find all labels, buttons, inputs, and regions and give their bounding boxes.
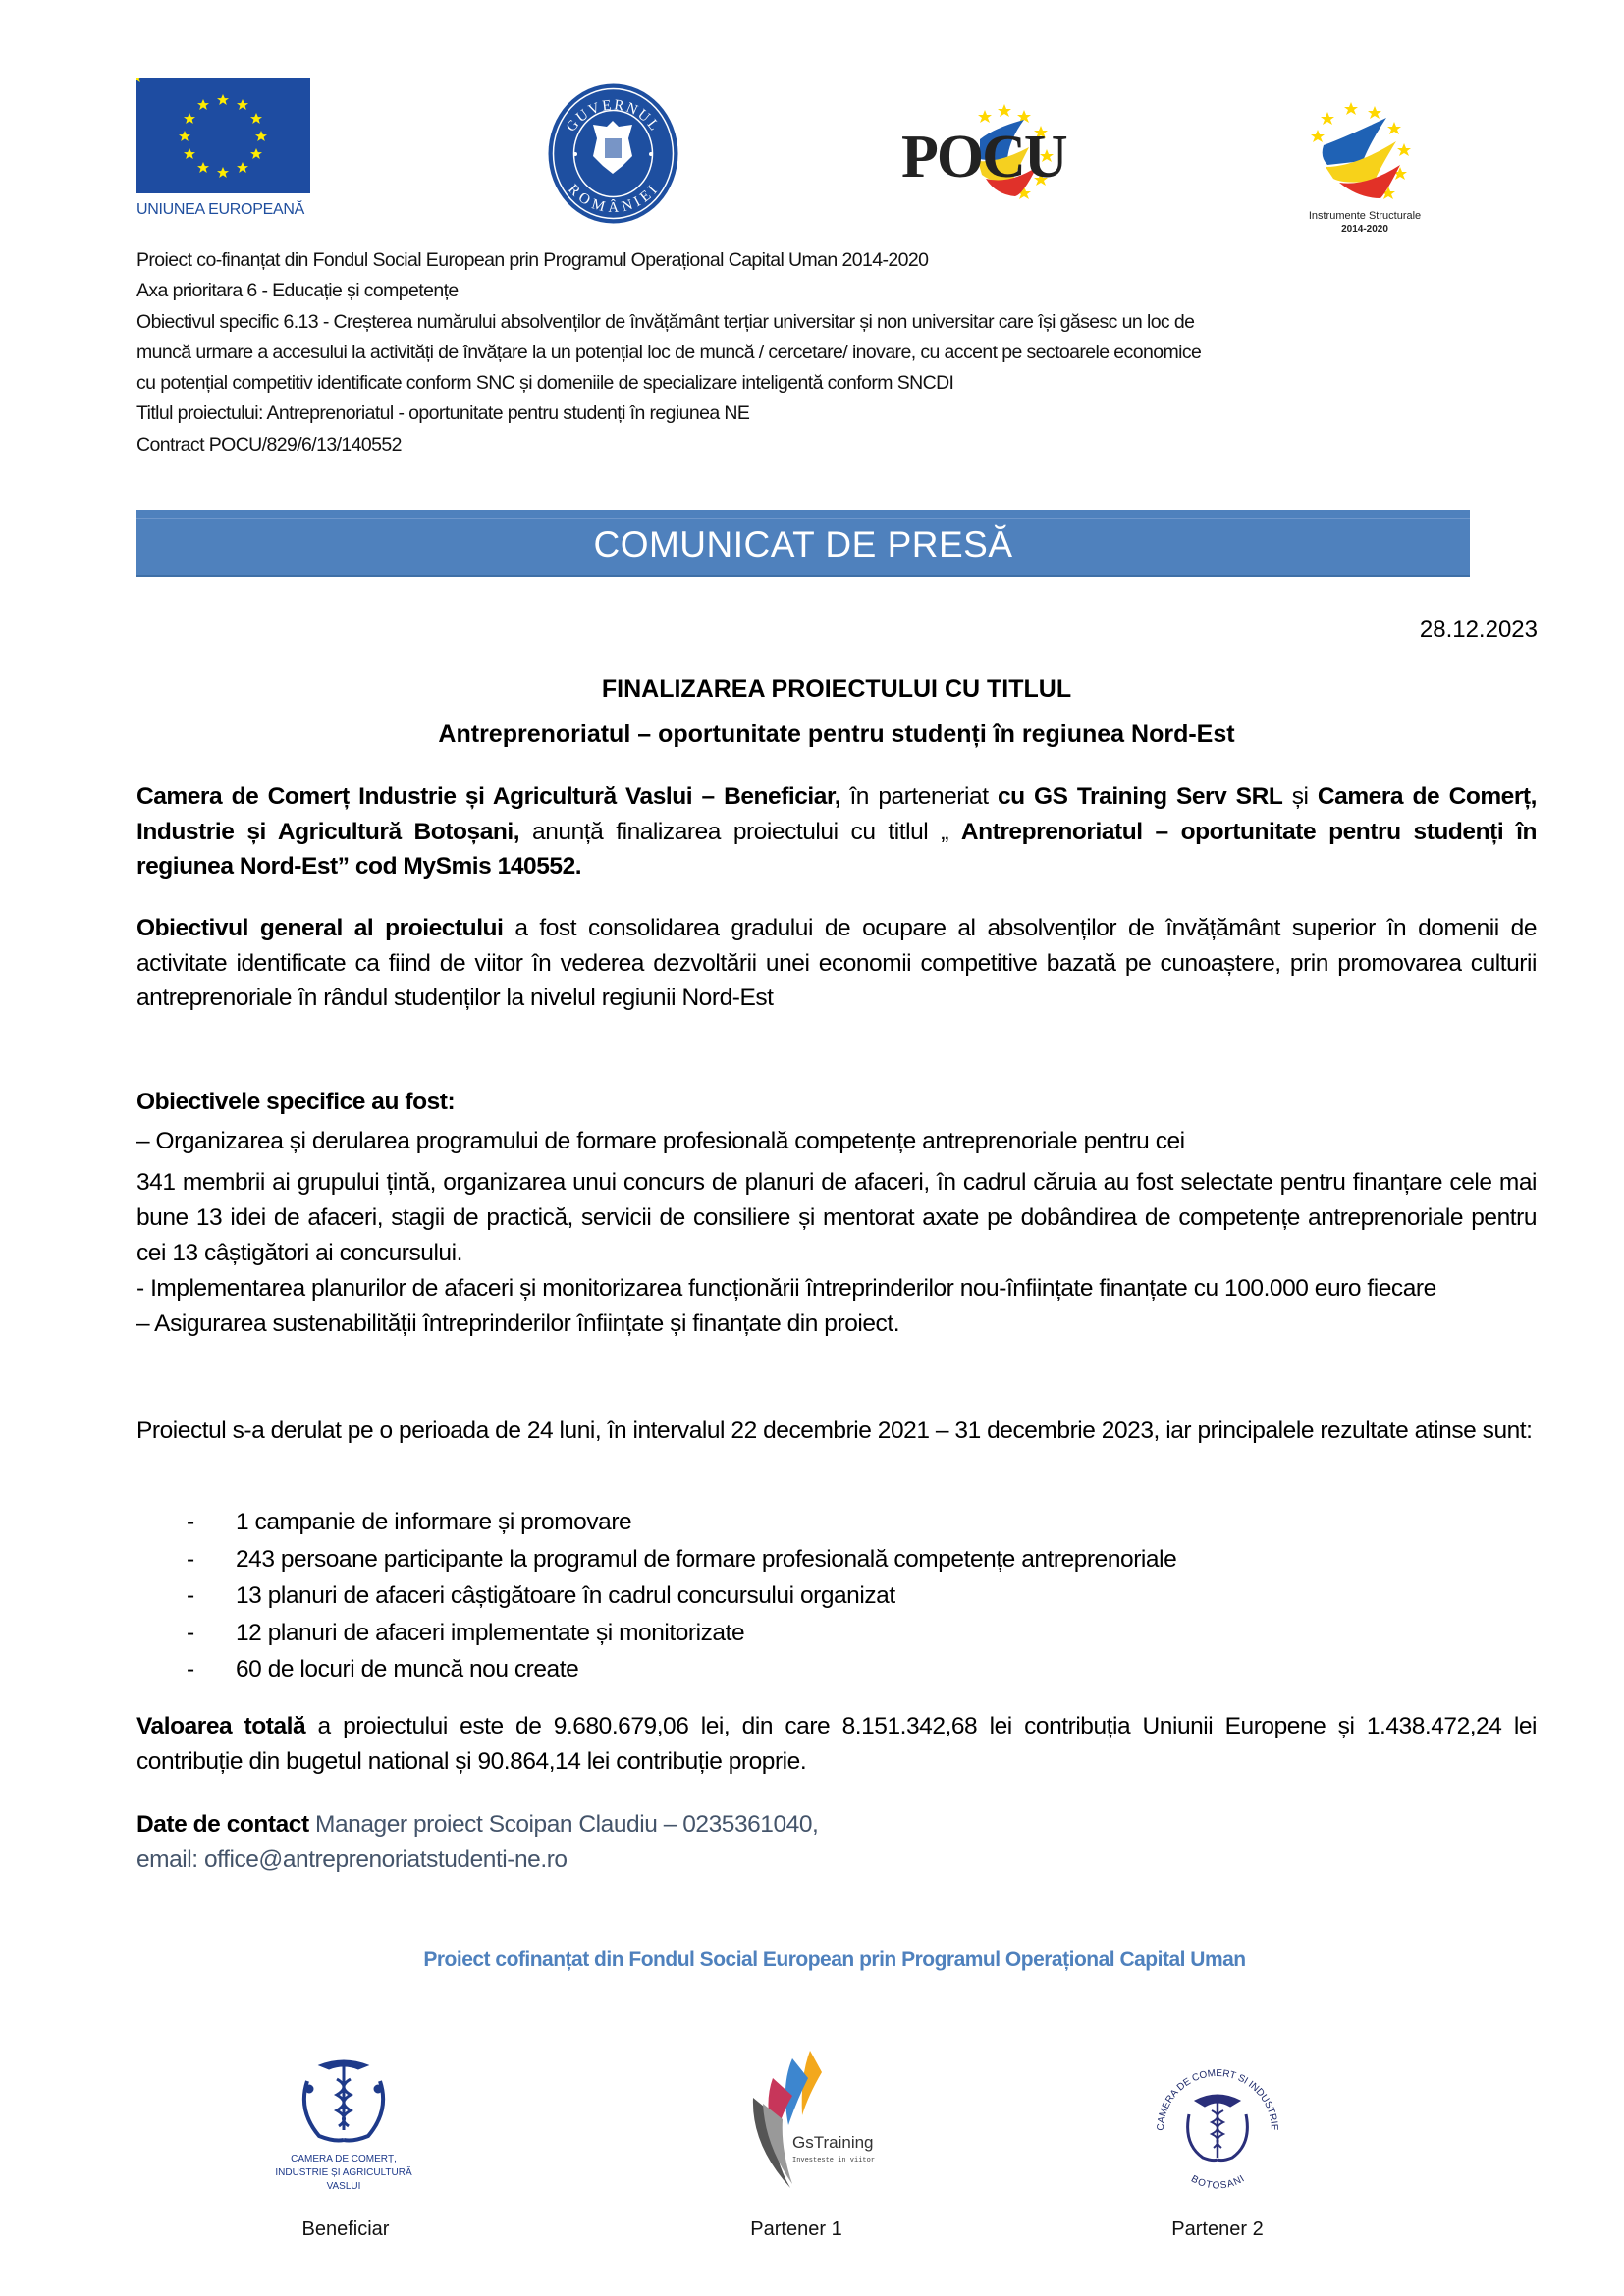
result-text: 243 persoane participante la programul de formare profesională competențe antreprenoriale: [236, 1545, 1177, 1573]
result-text: 13 planuri de afaceri câștigătoare în cadrul concursului organizat: [236, 1582, 895, 1609]
ccia-botosani-logo: [1144, 2059, 1291, 2197]
intro-text-2: și: [1282, 783, 1318, 810]
instrumente-structurale-logo: [1276, 77, 1453, 234]
project-period-paragraph: Proiectul s-a derulat pe o perioada de 24 luni, în intervalul 22 decembrie 2021 – 31 decembrie 2023, iar principalele rezultate atinse sunt:: [136, 1417, 1533, 1444]
eu-flag-logo: [136, 78, 310, 193]
specific-objective-line-1: Obiectivul specific 6.13 - Creșterea numărului absolvenților de învățământ terțiar universitar și non universitar care își găsesc un loc de: [136, 310, 1195, 333]
cofinancing-footer-note: Proiect cofinanțat din Fondul Social European prin Programul Operațional Capital Uman: [423, 1949, 1246, 1971]
petals-icon: [731, 2047, 908, 2194]
gstraining-tagline: Investeste in viitor: [792, 2157, 876, 2164]
subheadline: Antreprenoriatul – oportunitate pentru studenți în regiunea Nord-Est: [438, 721, 1235, 748]
contact-manager: Manager proiect Scoipan Claudiu – 0235361040,: [308, 1811, 819, 1838]
contract-line: Contract POCU/829/6/13/140552: [136, 433, 402, 455]
caduceus-wreath-icon: [250, 2052, 437, 2199]
partner-1-name: cu GS Training Serv SRL: [997, 783, 1283, 810]
pocu-text: POCU: [901, 124, 1066, 190]
bullet-dash: -: [187, 1545, 194, 1573]
partner-2-label: Partener 2: [1171, 2218, 1264, 2240]
specific-objective-2: - Implementarea planurilor de afaceri și monitorizarea funcționării întreprinderilor nou-înființate finanțate cu 100.000 euro fiecare: [136, 1275, 1436, 1302]
general-objective-text: a fost consolidarea gradului de ocupare al absolvenților de învățământ superior în domenii de activitate identificate ca fiind de viitor în vederea dezvoltării unei economii competitive bazată pe cunoaștere, prin promovarea culturii antreprenoriale în rândul studenților la nivelul regiunii Nord-Est: [136, 915, 1537, 1011]
result-text: 1 campanie de informare și promovare: [236, 1509, 632, 1535]
project-value-paragraph: [136, 1709, 1537, 1779]
romanian-government-seal-logo: [546, 81, 680, 226]
specific-objective-line-2: muncă urmare a accesului la activități de învățare la un potențial loc de muncă / cercetare/ inovare, cu accent pe sectoarele economice: [136, 341, 1202, 363]
eu-stars-icon: [136, 78, 310, 193]
banner-title: COMUNICAT DE PRESĂ: [593, 524, 1013, 564]
partner-2-name: Camera de Comerț, Industrie și Agricultură Botoșani,: [136, 783, 1537, 845]
list-item: [187, 1577, 1176, 1615]
beneficiary-logo-line-2: INDUSTRIE ȘI AGRICULTURĂ: [275, 2167, 412, 2178]
specific-objective-3: – Asigurarea sustenabilității întreprinderilor înființate și finanțate din proiect.: [136, 1310, 900, 1337]
specific-objective-line-3: cu potențial competitiv identificate conform SNC și domeniile de specializare inteligentă conform SNCDI: [136, 372, 954, 395]
result-text: 60 de locuri de muncă nou create: [236, 1656, 579, 1682]
release-date: 28.12.2023: [1419, 616, 1538, 643]
contact-label: Date de contact: [136, 1811, 309, 1838]
general-objective-label: Obiectivul general al proiectului: [136, 915, 504, 941]
beneficiary-name: Camera de Comerț Industrie și Agricultură Vaslui – Beneficiar,: [136, 783, 841, 810]
contact-paragraph: [136, 1807, 1537, 1877]
gstraining-logo: [731, 2047, 908, 2194]
is-label-2: 2014-2020: [1341, 224, 1388, 234]
beneficiary-logo: [250, 2052, 437, 2199]
project-title-line: Titlul proiectului: Antreprenoriatul - oportunitate pentru studenți în regiunea NE: [136, 402, 750, 425]
headline: FINALIZAREA PROIECTULUI CU TITLUL: [601, 675, 1072, 703]
beneficiary-logo-line-3: VASLUI: [326, 2181, 361, 2192]
specific-objective-1b: 341 membrii ai grupului țintă, organizarea unui concurs de planuri de afaceri, în cadrul căruia au fost selectate pentru finanțare cele mai bune 13 idei de afaceri, stagii de practică, servicii de consiliere și mentorat axate pe dobândirea de competențe antreprenoriale pentru cei 13 câștigători ai concursului.: [136, 1169, 1537, 1266]
results-list: [187, 1504, 1176, 1688]
intro-paragraph: [136, 779, 1537, 884]
project-value-label: Valoarea totală: [136, 1713, 306, 1739]
priority-axis-line: Axa prioritara 6 - Educație și competențe: [136, 280, 459, 302]
project-title-code: Antreprenoriatul – oportunitate pentru studenți în regiunea Nord-Est” cod MySmis 140552.: [136, 818, 1537, 880]
intro-text-1: în parteneriat: [840, 783, 998, 810]
intro-text-3: anunță finalizarea proiectului cu titlul „: [519, 818, 961, 845]
bullet-dash: -: [187, 1619, 194, 1646]
press-release-banner: [136, 510, 1470, 577]
list-item: [187, 1651, 1176, 1688]
project-value-text: a proiectului este de 9.680.679,06 lei, din care 8.151.342,68 lei contribuția Uniunii Europene și 1.438.472,24 lei contribuție din bugetul national și 90.864,14 lei contribuție proprie.: [136, 1713, 1537, 1775]
seal-bottom-text: ROMÂNIEI: [565, 181, 663, 217]
pocu-logo: [901, 90, 1098, 206]
contact-email-link[interactable]: email: office@antreprenoriatstudenti-ne.ro: [136, 1845, 568, 1873]
ring-top-text: CAMERA DE COMERT SI INDUSTRIE: [1155, 2067, 1280, 2131]
specific-objective-1a: ‒ Organizarea și derularea programului de formare profesională competențe antreprenoriale pentru cei: [136, 1128, 1185, 1154]
result-text: 12 planuri de afaceri implementate și monitorizate: [236, 1619, 745, 1646]
partner-1-label: Partener 1: [750, 2218, 842, 2240]
beneficiary-logo-line-1: CAMERA DE COMERȚ,: [291, 2154, 397, 2164]
specific-objectives-list: [136, 1124, 1537, 1342]
caduceus-ring-icon: [1144, 2059, 1291, 2197]
list-item: [187, 1504, 1176, 1541]
eu-label: UNIUNEA EUROPEANĂ: [136, 201, 304, 218]
bullet-dash: -: [187, 1509, 194, 1535]
is-label-1: Instrumente Structurale: [1308, 210, 1422, 222]
gstraining-title: GsTraining: [792, 2133, 874, 2152]
svg-text:BOTOSANI: [1189, 2173, 1246, 2191]
beneficiary-label: Beneficiar: [301, 2218, 390, 2240]
ring-bottom-text: BOTOSANI: [1189, 2173, 1247, 2192]
bullet-dash: -: [187, 1582, 194, 1609]
project-cofinancing-line: Proiect co-finanțat din Fondul Social European prin Programul Operațional Capital Uman 2014-2020: [136, 249, 929, 271]
general-objective-paragraph: [136, 911, 1537, 1016]
list-item: [187, 1615, 1176, 1652]
project-info-block: [136, 245, 1531, 460]
bullet-dash: -: [187, 1656, 194, 1682]
specific-objectives-heading: Obiectivele specifice au fost:: [136, 1089, 456, 1115]
list-item: [187, 1541, 1176, 1578]
seal-top-text: GUVERNUL: [563, 97, 664, 135]
